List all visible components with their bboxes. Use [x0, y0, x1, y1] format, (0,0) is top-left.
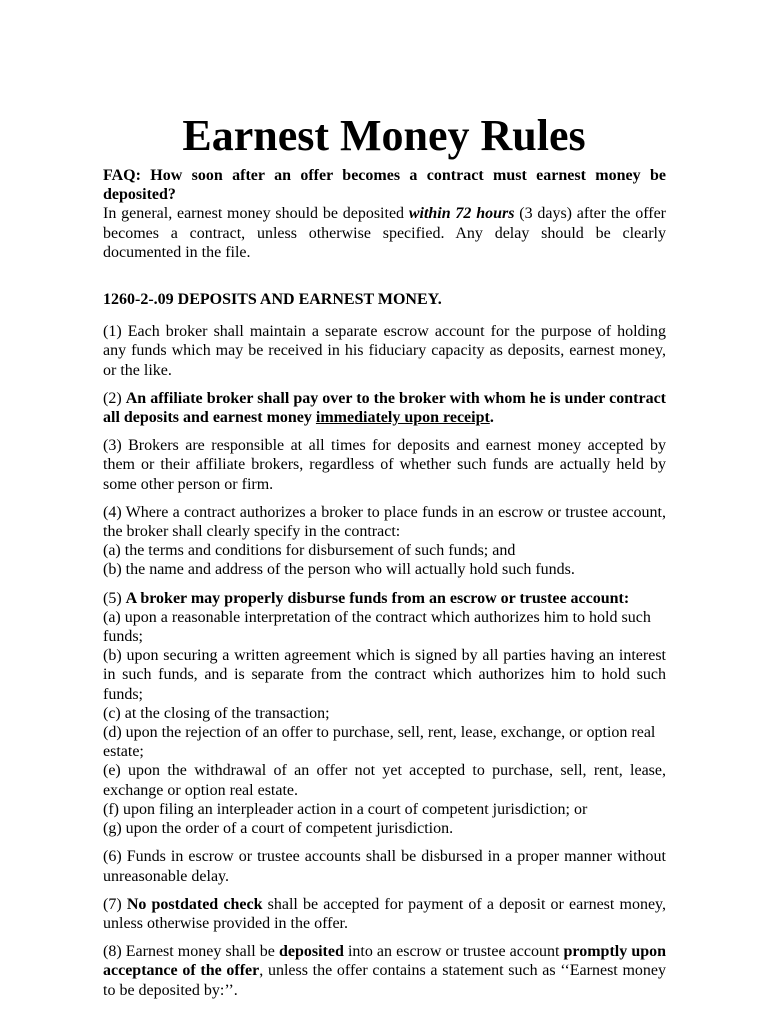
rule-5-number: (5) [103, 589, 126, 607]
faq-answer-pre: In general, earnest money should be deposited [103, 205, 409, 223]
rule-5-item-b: (b) upon securing a written agreement which is signed by all parties having an interest in such funds, and is separate from the contract which authorizes him to hold such funds; [103, 647, 666, 703]
rule-8 [103, 942, 666, 1000]
rule-8-bold-deposited: deposited [278, 943, 344, 961]
faq-question: FAQ: How soon after an offer becomes a contract must earnest money be deposited? [103, 167, 666, 204]
rule-4-item-b: (b) the name and address of the person who will actually hold such funds. [103, 561, 575, 579]
rule-4-item-a: (a) the terms and conditions for disbursement of such funds; and [103, 542, 516, 560]
faq [103, 166, 666, 262]
rule-4 [103, 503, 666, 580]
rule-7-rest: shall be accepted for payment of a deposit or earnest money, unless otherwise provided in the offer. [103, 895, 666, 932]
faq-answer-emphasis: within 72 hours [408, 205, 515, 223]
rule-5-item-a: (a) upon a reasonable interpretation of the contract which authorizes him to hold such funds; [103, 608, 651, 646]
section-heading: 1260-2-.09 DEPOSITS AND EARNEST MONEY. [103, 291, 442, 309]
rule-3: (3) Brokers are responsible at all times for deposits and earnest money accepted by them or their affiliate brokers, regardless of whether such funds are actually held by some other person or firm. [103, 437, 666, 493]
rule-7 [103, 895, 666, 933]
rule-5-item-c: (c) at the closing of the transaction; [103, 704, 330, 722]
rule-5-item-e: (e) upon the withdrawal of an offer not yet accepted to purchase, sell, rent, lease, exchange or option real estate. [103, 762, 666, 799]
rule-2 [103, 389, 666, 427]
rule-5 [103, 589, 666, 839]
rule-7-number: (7) [103, 895, 127, 913]
document-body [103, 166, 666, 1009]
faq-answer-post: (3 days) after the offer becomes a contract, unless otherwise specified. Any delay should be clearly documented in the file. [103, 205, 666, 261]
rule-5-item-f: (f) upon filing an interpleader action in a court of competent jurisdiction; or [103, 800, 588, 818]
rule-8-bold-promptly: promptly upon acceptance of the offer [103, 943, 667, 980]
rule-4-intro: (4) Where a contract authorizes a broker to place funds in an escrow or trustee account, the broker shall clearly specify in the contract: [103, 503, 666, 541]
rule-6: (6) Funds in escrow or trustee accounts shall be disbursed in a proper manner without unreasonable delay. [103, 848, 666, 885]
rule-5-intro: A broker may properly disburse funds from an escrow or trustee account: [125, 589, 630, 607]
rule-8-text-a: (8) Earnest money shall be [103, 943, 279, 961]
rule-8-text-e: , unless the offer contains a statement such as ‘‘Earnest money to be deposited by:’’. [103, 962, 666, 999]
rule-2-number: (2) [103, 389, 126, 407]
rule-8-text-c: into an escrow or trustee account [343, 943, 564, 961]
rule-1: (1) Each broker shall maintain a separate escrow account for the purpose of holding any funds which may be received in his fiduciary capacity as deposits, earnest money, or the like. [103, 323, 666, 379]
rule-5-item-d: (d) upon the rejection of an offer to purchase, sell, rent, lease, exchange, or option real estate; [103, 724, 656, 761]
rule-5-item-g: (g) upon the order of a court of competent jurisdiction. [103, 820, 454, 838]
rule-2-bold: An affiliate broker shall pay over to the broker with whom he is under contract all deposits and earnest money [103, 389, 667, 427]
page-title: Earnest Money Rules [182, 111, 586, 160]
rule-7-bold: No postdated check [126, 895, 263, 913]
rule-2-underline: immediately upon receipt [315, 409, 490, 427]
rule-2-end: . [489, 409, 494, 427]
